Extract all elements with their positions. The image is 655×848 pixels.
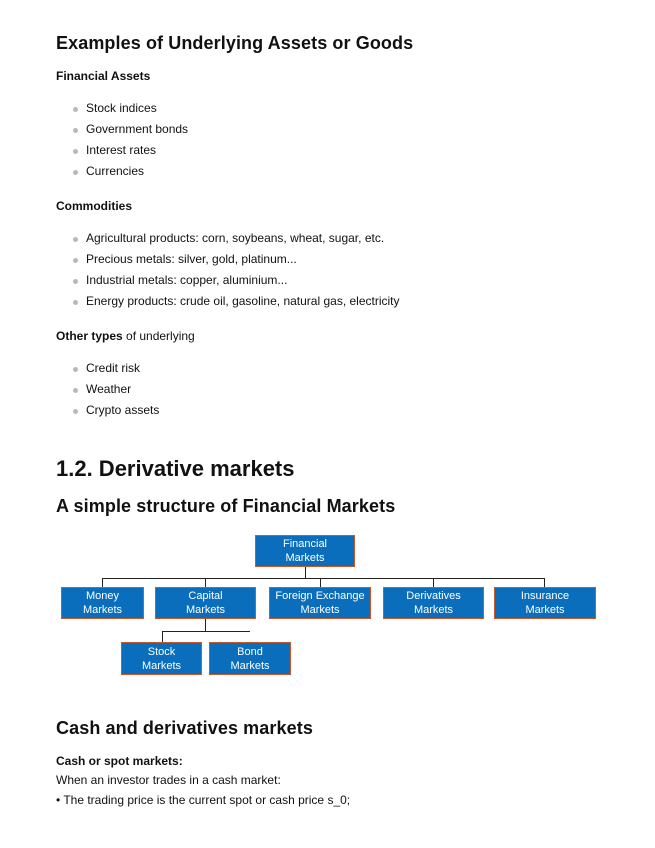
bullet-icon — [73, 367, 78, 372]
chapter-title: 1.2. Derivative markets — [56, 456, 295, 481]
bullet-icon — [73, 388, 78, 393]
bullet-icon — [73, 170, 78, 175]
node-bond-markets: Bond Markets — [209, 642, 291, 675]
commodities-list — [56, 228, 400, 312]
cash-bullet-text: • The trading price is the current spot or cash price s_0; — [56, 793, 351, 807]
list-item: Currencies — [56, 161, 188, 182]
section-title-underlying-assets: Examples of Underlying Assets or Goods — [56, 33, 414, 53]
connector-line — [162, 631, 163, 642]
financial-assets-list — [56, 98, 188, 182]
cash-derivatives-title: Cash and derivatives markets — [56, 718, 313, 738]
list-item: Agricultural products: corn, soybeans, wheat, sugar, etc. — [56, 228, 400, 249]
node-financial-markets: Financial Markets — [255, 535, 355, 567]
connector-line — [162, 631, 250, 632]
spot-markets-heading: Cash or spot markets: — [56, 754, 183, 768]
financial-assets-heading: Financial Assets — [56, 69, 151, 83]
node-insurance-markets: Insurance Markets — [494, 587, 596, 619]
bullet-icon — [73, 237, 78, 242]
other-types-list — [56, 358, 159, 421]
connector-line — [320, 578, 321, 587]
node-foreign-exchange-markets: Foreign Exchange Markets — [269, 587, 371, 619]
bullet-icon — [73, 300, 78, 305]
bullet-icon — [73, 128, 78, 133]
connector-line — [102, 578, 103, 587]
connector-line — [102, 578, 545, 579]
cash-intro-text: When an investor trades in a cash market: — [56, 773, 281, 787]
bullet-icon — [73, 279, 78, 284]
node-derivatives-markets: Derivatives Markets — [383, 587, 484, 619]
connector-line — [205, 619, 206, 631]
bullet-icon — [73, 149, 78, 154]
structure-title: A simple structure of Financial Markets — [56, 496, 396, 516]
list-item: Weather — [56, 379, 159, 400]
bullet-icon — [73, 258, 78, 263]
connector-line — [433, 578, 434, 587]
list-item: Crypto assets — [56, 400, 159, 421]
bullet-icon — [73, 107, 78, 112]
node-money-markets: Money Markets — [61, 587, 144, 619]
list-item: Credit risk — [56, 358, 159, 379]
node-stock-markets: Stock Markets — [121, 642, 202, 675]
other-types-heading: Other types of underlying — [56, 329, 195, 343]
commodities-heading: Commodities — [56, 199, 133, 213]
connector-line — [205, 578, 206, 587]
list-item: Interest rates — [56, 140, 188, 161]
list-item: Precious metals: silver, gold, platinum... — [56, 249, 400, 270]
bullet-icon — [73, 409, 78, 414]
list-item: Energy products: crude oil, gasoline, natural gas, electricity — [56, 291, 400, 312]
connector-line — [544, 578, 545, 587]
list-item: Stock indices — [56, 98, 188, 119]
list-item: Government bonds — [56, 119, 188, 140]
list-item: Industrial metals: copper, aluminium... — [56, 270, 400, 291]
node-capital-markets: Capital Markets — [155, 587, 256, 619]
